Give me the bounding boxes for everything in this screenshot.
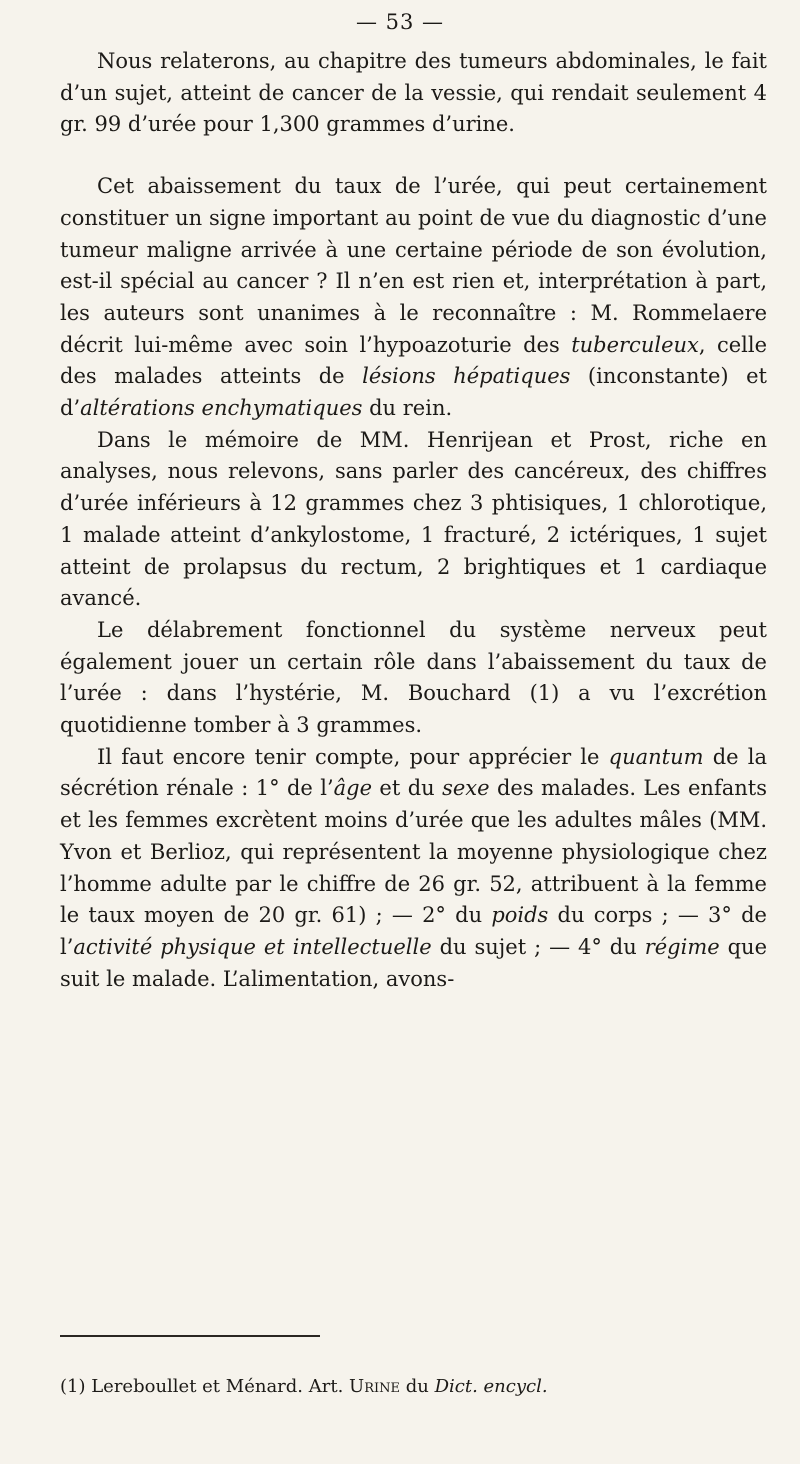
italic-text: activité physique et intellectuelle [73, 934, 432, 959]
text-run: que suit le malade. L’alimentation, avons- [60, 934, 768, 991]
text-run: Dans le mémoire de MM. Henrijean et Prost, riche en analyses, nous relevons, sans parler des cancéreux, des chiffres d’urée inférieurs à 12 grammes chez 3 phtisiques, 1 chlorotique, 1 malade atteint d’ankylostome, 1 fracturé, 2 ictériques, 1 sujet atteint de prolapsus du rectum, 2 brightiques et 1 cardiaque avancé. [60, 427, 767, 611]
text-run: du rein. [362, 396, 453, 421]
text-run: des malades. Les enfants et les femmes excrètent moins d’urée que les adultes mâles (MM. Yvon et Berlioz, qui représentent la moyenne physiologique chez l’homme adulte par le chiffre de 26 gr. 52, attribuent à la femme le taux moyen de 20 gr. 61) ; — 2° du [60, 776, 767, 928]
text-run: , celle des malades atteints de [60, 332, 768, 389]
italic-text: sexe [442, 776, 490, 801]
text-run: Nous relaterons, au chapitre des tumeurs abdominales, le fait d’un sujet, atteint de cancer de la vessie, qui rendait seulement 4 gr. 99 d’urée pour 1,300 grammes d’urine. [60, 49, 767, 137]
text-run: du corps ; — 3° de l’ [60, 903, 767, 959]
paragraph-5 [60, 742, 767, 996]
paragraph-2 [60, 171, 767, 425]
italic-text: régime [644, 934, 720, 959]
footnote-text-middle: du [400, 1376, 435, 1397]
italic-text: âge [333, 776, 373, 801]
footnote-rule [60, 1335, 320, 1337]
text-run: Cet abaissement du taux de l’urée, qui peut certainement constituer un signe important au point de vue du diagnostic d’une tumeur maligne arrivée à une certaine période de son évolution, est-il spécial au cancer ? Il n’en est rien et, interprétation à part, les auteurs sont unanimes à le reconnaître : M. Rommelaere décrit lui-même avec soin l’hypoazoturie des [60, 174, 767, 357]
footnote [60, 1374, 767, 1400]
footnote-text-before: Lereboullet et Ménard. Art. [85, 1376, 350, 1397]
text-run: Il faut encore tenir compte, pour apprécier le [97, 744, 609, 769]
footnote-article-title: Urine [349, 1376, 400, 1397]
text-run: Le délabrement fonctionnel du système nerveux peut également jouer un certain rôle dans l’abaissement du taux de l’urée : dans l’hystérie, M. Bouchard (1) a vu l’excrétion quotidienne tomber à 3 grammes. [60, 617, 767, 738]
italic-text: poids [491, 903, 549, 928]
footnote-marker: (1) [60, 1376, 86, 1397]
footnote-source: Dict. encycl. [434, 1376, 548, 1397]
paragraph-3 [60, 425, 767, 615]
page-body [60, 46, 767, 995]
italic-text: lésions hépatiques [362, 364, 571, 389]
page-number: — 53 — [355, 10, 445, 34]
text-run: (inconstante) et d’ [60, 364, 767, 421]
italic-text: altérations enchymatiques [80, 396, 363, 421]
text-run: et du [372, 776, 443, 801]
italic-text: quantum [608, 744, 704, 769]
paragraph-1 [60, 46, 767, 141]
paragraph-4 [60, 615, 767, 742]
text-run: du sujet ; — 4° du [431, 934, 645, 959]
text-run: de la sécrétion rénale : 1° de l’ [60, 744, 767, 801]
italic-text: tuberculeux [571, 332, 699, 357]
